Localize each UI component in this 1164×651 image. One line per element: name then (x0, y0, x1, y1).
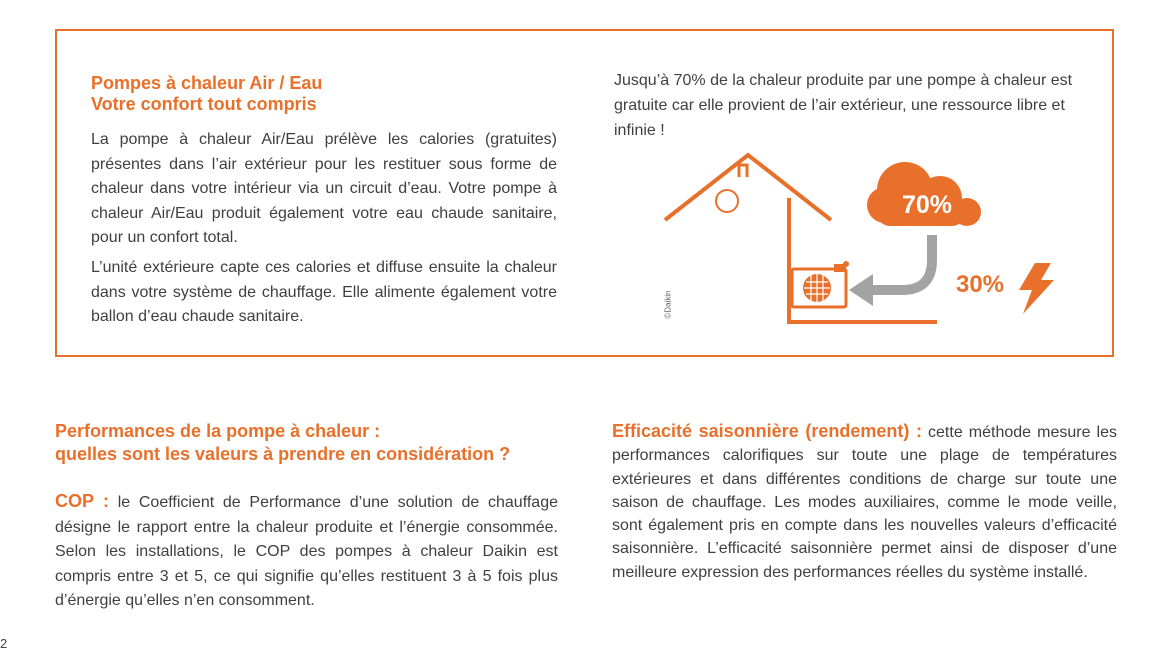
cop-text: le Coefficient de Performance d’une solution de chauffage désigne le rapport entre la chaleur produite et l’énergie consommée. Selon les installations, le COP des pompes à chaleur Daikin est compris entre 3 et 5, ce qui signifie qu’elles restituent 3 à 5 fois plus d’énergie qu’elles n’en consomment. (55, 494, 559, 609)
box-paragraph-1: La pompe à chaleur Air/Eau prélève les calories (gratuites) présentes dans l’air extérieur pour les restituer sous forme de chaleur dans votre intérieur via un circuit d’eau. Votre pompe à chaleur Air/Eau produit également votre eau chaude sanitaire, pour un confort total. (91, 131, 557, 246)
lightning-bolt-icon (1019, 263, 1054, 314)
heat-pump-illustration (655, 150, 1075, 330)
energy-value: 30% (955, 271, 1005, 298)
arrow-icon (849, 235, 932, 306)
page-number: 2 (0, 636, 8, 651)
box-title (91, 73, 322, 115)
efficiency-label: Efficacité saisonnière (rendement) : (612, 421, 922, 441)
cop-paragraph (55, 489, 558, 614)
performance-title (55, 420, 575, 466)
box-title-line2: Votre confort tout compris (91, 94, 317, 114)
performance-title-line2: quelles sont les valeurs à prendre en considération ? (55, 444, 511, 464)
heat-pump-unit-icon (792, 261, 849, 307)
box-intro-text: Jusqu’à 70% de la chaleur produite par une pompe à chaleur est gratuite car elle provient de l’air extérieur, une ressource libre et infinie ! (614, 72, 1073, 139)
efficiency-text: cette méthode mesure les performances calorifiques sur toute une plage de températures extérieures et dans différentes conditions de charge sur toute une saison de chauffage. Les modes auxiliaires, comme le mode veille, sont également pris en compte dans les nouvelles valeurs d’efficacité saisonnière. L’efficacité saisonnière permet ainsi de disposer d’une meilleure expression des performances réelles du système installé. (612, 424, 1117, 581)
efficiency-paragraph (612, 420, 1117, 584)
cloud-icon (867, 162, 981, 226)
performance-title-line1: Performances de la pompe à chaleur : (55, 421, 381, 441)
box-paragraph-2: L’unité extérieure capte ces calories et diffuse ensuite la chaleur dans votre système de chauffage. Elle alimente également votre ballon d’eau chaude sanitaire. (91, 259, 557, 325)
box-title-line1: Pompes à chaleur Air / Eau (91, 73, 323, 93)
cop-label: COP : (55, 491, 109, 511)
image-credit: ©Daikin (663, 290, 673, 319)
cloud-value: 70% (901, 191, 953, 219)
